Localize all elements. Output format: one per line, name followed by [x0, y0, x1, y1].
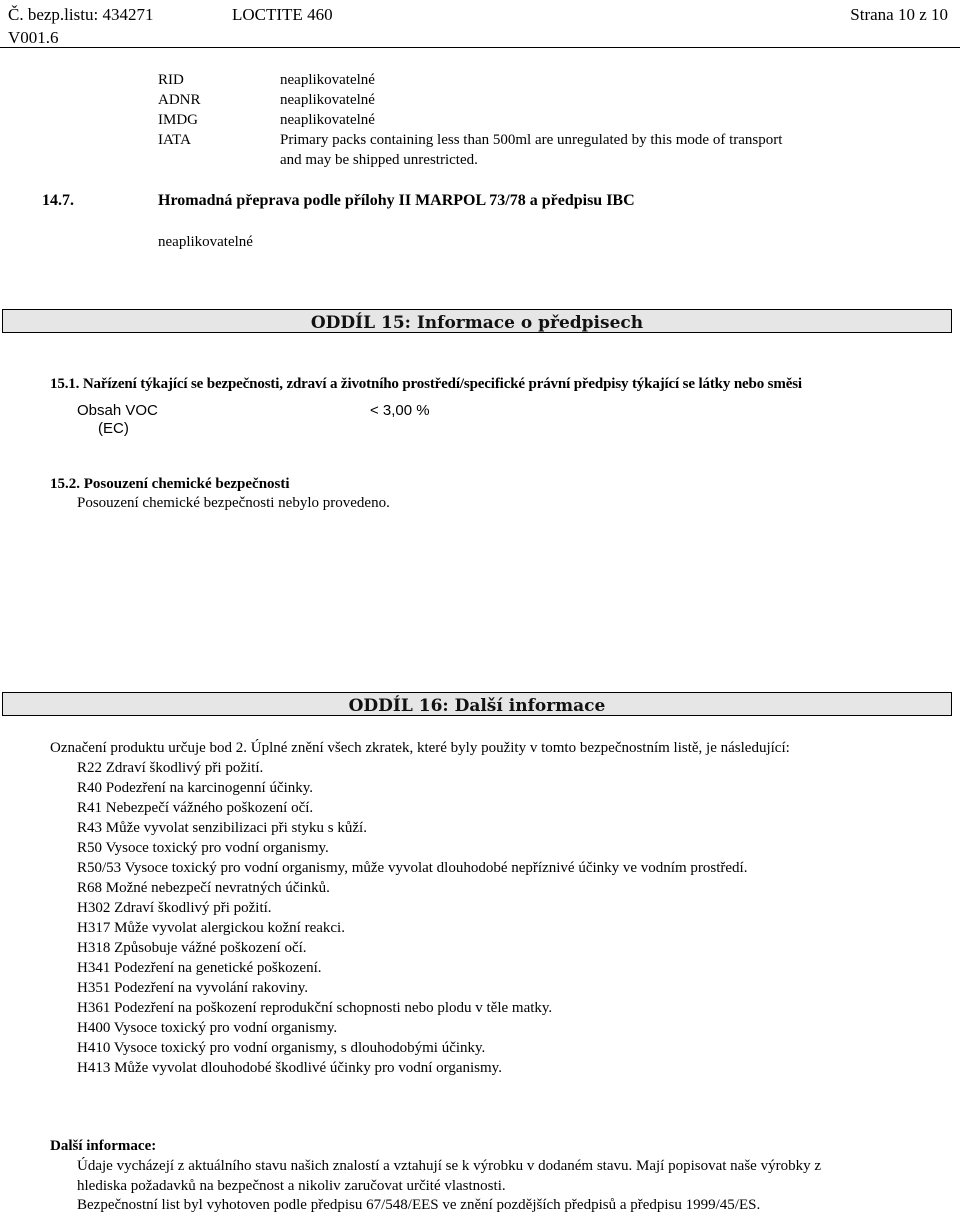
list-item: H341 Podezření na genetické poškození.: [77, 960, 322, 976]
product-name: LOCTITE 460: [232, 5, 333, 24]
voc-sub: (EC): [98, 420, 129, 437]
further-info-line: Bezpečnostní list byl vyhotoven podle předpisu 67/548/EES ve znění pozdějších předpisů a předpisu 1999/45/ES.: [77, 1197, 761, 1213]
section-15-title: ODDÍL 15: Informace o předpisech: [310, 313, 644, 333]
section-16-intro: Označení produktu určuje bod 2. Úplné znění všech zkratek, které byly použity v tomto bezpečnostním listě, je následující:: [50, 740, 790, 756]
list-item: H400 Vysoce toxický pro vodní organismy.: [77, 1020, 338, 1036]
section-14-7-number: 14.7.: [42, 192, 74, 209]
section-16-header: [2, 692, 952, 716]
section-15-2-title: 15.2. Posouzení chemické bezpečnosti: [50, 476, 290, 492]
list-item: H361 Podezření na poškození reprodukční schopnosti nebo plodu v těle matky.: [77, 1000, 553, 1016]
list-item: R22 Zdraví škodlivý při požití.: [77, 760, 264, 776]
page-number: Strana 10 z 10: [850, 5, 948, 24]
list-item: R50 Vysoce toxický pro vodní organismy.: [77, 840, 329, 856]
list-item: H317 Může vyvolat alergickou kožní reakci.: [77, 920, 345, 936]
list-item: R50/53 Vysoce toxický pro vodní organismy, může vyvolat dlouhodobé nepříznivé účinky ve vodním prostředí.: [77, 860, 748, 876]
further-info-line: hlediska požadavků na bezpečnost a nikoliv zaručovat určité vlastnosti.: [77, 1178, 506, 1194]
voc-value: < 3,00 %: [370, 402, 430, 419]
section-15-2-text: Posouzení chemické bezpečnosti nebylo provedeno.: [77, 495, 390, 511]
transport-label: IATA: [158, 132, 191, 148]
transport-value-continued: and may be shipped unrestricted.: [280, 152, 478, 168]
transport-label: ADNR: [158, 92, 201, 108]
further-info-line: Údaje vycházejí z aktuálního stavu našich znalostí a vztahují se k výrobku v dodaném stavu. Mají popisovat naše výrobky z: [77, 1158, 821, 1174]
transport-value: neaplikovatelné: [280, 92, 375, 108]
section-15-header: [2, 309, 952, 333]
list-item: H351 Podezření na vyvolání rakoviny.: [77, 980, 309, 996]
transport-value: neaplikovatelné: [280, 72, 375, 88]
list-item: R68 Možné nebezpečí nevratných účinků.: [77, 880, 330, 896]
list-item: H413 Může vyvolat dlouhodobé škodlivé účinky pro vodní organismy.: [77, 1060, 502, 1076]
list-item: R41 Nebezpečí vážného poškození očí.: [77, 800, 314, 816]
transport-value: neaplikovatelné: [280, 112, 375, 128]
section-14-7-text: neaplikovatelné: [158, 234, 253, 250]
section-16-title: ODDÍL 16: Další informace: [348, 696, 606, 716]
header-divider: [0, 47, 960, 48]
list-item: R43 Může vyvolat senzibilizaci při styku s kůží.: [77, 820, 367, 836]
further-info-label: Další informace:: [50, 1138, 157, 1154]
list-item: H302 Zdraví škodlivý při požití.: [77, 900, 272, 916]
version: V001.6: [8, 28, 59, 47]
section-15-1-title: 15.1. Nařízení týkající se bezpečnosti, zdraví a životního prostředí/specifické právní předpisy týkající se látky nebo směsi: [50, 376, 802, 392]
transport-label: RID: [158, 72, 184, 88]
section-14-7-title: Hromadná přeprava podle přílohy II MARPOL 73/78 a předpisu IBC: [158, 192, 635, 209]
list-item: R40 Podezření na karcinogenní účinky.: [77, 780, 314, 796]
list-item: H410 Vysoce toxický pro vodní organismy, s dlouhodobými účinky.: [77, 1040, 486, 1056]
list-item: H318 Způsobuje vážné poškození očí.: [77, 940, 307, 956]
transport-value: Primary packs containing less than 500ml are unregulated by this mode of transport: [280, 132, 783, 148]
voc-label: Obsah VOC: [77, 402, 158, 419]
sheet-number: Č. bezp.listu: 434271: [8, 5, 154, 24]
transport-label: IMDG: [158, 112, 198, 128]
